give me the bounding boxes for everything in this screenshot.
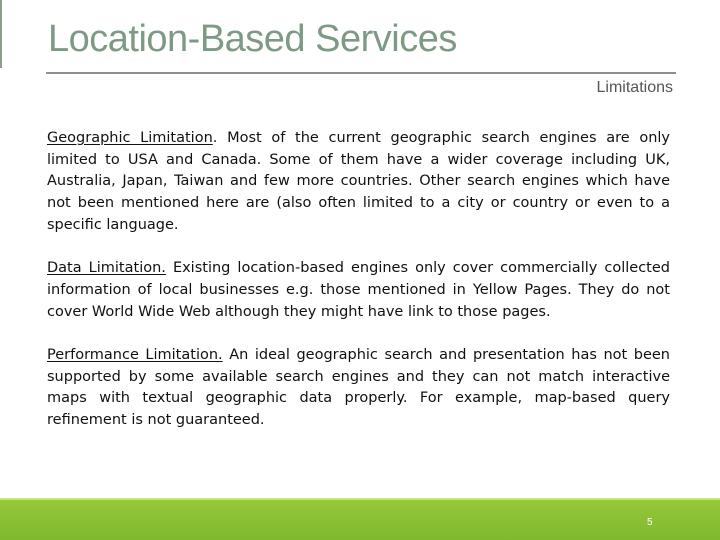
paragraph-geographic-limitation (47, 128, 670, 237)
slide-subtitle: Limitations (596, 79, 673, 96)
slide-left-accent-line (0, 0, 2, 68)
page-number: 5 (647, 517, 653, 528)
paragraph-data-limitation (47, 258, 670, 323)
paragraph-lead: Data Limitation. (47, 260, 166, 277)
paragraph-text: An ideal geographic search and presentation has not been supported by some available search engines and they can not match interactive maps with textual geographic data properly. For example, map-based query refinement is not guaranteed. (47, 347, 670, 429)
paragraph-text: . Most of the current geographic search engines are only limited to USA and Canada. Some of them have a wider coverage including UK, Australia, Japan, Taiwan and few more countries. Other search engines which have not been mentioned here are (also often limited to a city or country or even to a specific language. (47, 130, 670, 233)
paragraph-performance-limitation (47, 345, 670, 432)
paragraph-lead: Performance Limitation. (47, 347, 223, 363)
title-divider (46, 72, 676, 74)
footer-bar (0, 500, 720, 540)
slide-title: Location-Based Services (48, 18, 457, 60)
paragraph-text: Existing location-based engines only cover commercially collected information of local businesses e.g. those mentioned in Yellow Pages. They do not cover World Wide Web although they might have link to those pages. (47, 260, 670, 320)
paragraph-lead: Geographic Limitation (47, 130, 213, 146)
slide-body (47, 128, 670, 454)
